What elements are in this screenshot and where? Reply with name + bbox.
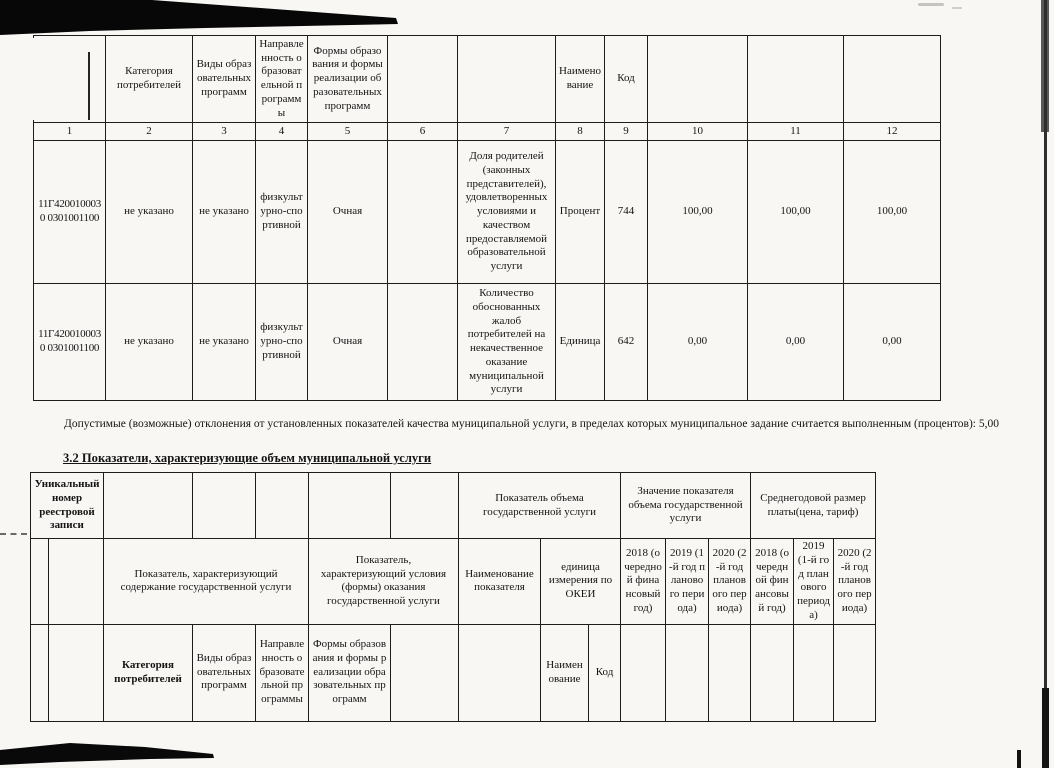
- unit-name-cell: Единица: [556, 284, 605, 401]
- header-year-2018: 2018 (очередной финансовый год): [621, 539, 666, 625]
- header-year-2018: 2018 (очередной финансовый год): [751, 539, 794, 625]
- subheader-category: Категория потребителей: [104, 624, 193, 721]
- header-unit-code: Код: [605, 36, 648, 123]
- scan-speck: [952, 7, 962, 9]
- unit-code-cell: 744: [605, 141, 648, 284]
- empty-cell: [391, 473, 459, 539]
- col-number: 7: [458, 123, 556, 141]
- table-row: [34, 141, 941, 284]
- header-indicator-name: Наименование показателя: [459, 539, 541, 625]
- col-number: 8: [556, 123, 605, 141]
- volume-indicators-table: [30, 472, 876, 722]
- subheader-orientation: Направленность образовательной программы: [256, 624, 309, 721]
- value-2018-cell: 100,00: [648, 141, 748, 284]
- indicator-name-cell: Количество обоснованных жалоб потребителей на некачественное оказание муниципальной услуги: [458, 284, 556, 401]
- header-registry-number: Уникальный номер реестровой записи: [31, 473, 104, 539]
- header-program-types: Виды образовательных программ: [193, 36, 256, 123]
- registry-number-cell: 11Г4200100030 0301001100: [34, 284, 106, 401]
- empty-cell: [751, 624, 794, 721]
- empty-cell: [794, 624, 834, 721]
- empty-cell: [834, 624, 876, 721]
- header-orientation: Направленность образовательной программы: [256, 36, 308, 123]
- program-types-cell: не указано: [193, 284, 256, 401]
- indicator-name-cell: Доля родителей (законных представителей), удовлетворенных условиями и качеством предоставляемой образовательной услуги: [458, 141, 556, 284]
- scan-edge-smear-bottom: [1042, 688, 1049, 768]
- empty-cell: [844, 36, 941, 123]
- empty-cell: [709, 624, 751, 721]
- registry-number-cell: 11Г4200100030 0301001100: [34, 141, 106, 284]
- header-year-2020: 2020 (2-й год планового периода): [709, 539, 751, 625]
- empty-cell: [621, 624, 666, 721]
- empty-cell: [49, 539, 104, 625]
- header-volume-indicator: Показатель объема государственной услуги: [459, 473, 621, 539]
- empty-cell: [256, 473, 309, 539]
- header-average-payment: Среднегодовой размер платы(цена, тариф): [751, 473, 876, 539]
- header-volume-value: Значение показателя объема государственной услуги: [621, 473, 751, 539]
- header-year-2019: 2019 (1-й год планового периода): [666, 539, 709, 625]
- header-year-2020: 2020 (2-й год планового периода): [834, 539, 876, 625]
- col-number: 10: [648, 123, 748, 141]
- empty-cell: [31, 539, 49, 625]
- category-cell: не указано: [106, 141, 193, 284]
- empty-cell: [459, 624, 541, 721]
- table-row: [34, 284, 941, 401]
- category-cell: не указано: [106, 284, 193, 401]
- header-content-indicator: Показатель, характеризующий содержание государственной услуги: [104, 539, 309, 625]
- value-2020-cell: 0,00: [844, 284, 941, 401]
- table-header-row: [31, 473, 876, 539]
- unit-name-cell: Процент: [556, 141, 605, 284]
- subheader-forms: Формы образования и формы реализации образовательных программ: [309, 624, 391, 721]
- empty-cell: [748, 36, 844, 123]
- empty-cell: [34, 36, 106, 123]
- scan-dash-left-margin: [0, 533, 27, 535]
- empty-cell: [648, 36, 748, 123]
- unit-code-cell: 642: [605, 284, 648, 401]
- header-okei-unit: единица измерения по ОКЕИ: [541, 539, 621, 625]
- orientation-cell: физкультурно-спортивной: [256, 141, 308, 284]
- empty-cell: [388, 284, 458, 401]
- subheader-unit-code: Код: [589, 624, 621, 721]
- program-types-cell: не указано: [193, 141, 256, 284]
- empty-cell: [458, 36, 556, 123]
- column-number-row: [34, 123, 941, 141]
- header-unit-name: Наименование: [556, 36, 605, 123]
- col-number: 4: [256, 123, 308, 141]
- empty-cell: [309, 473, 391, 539]
- table-header-row: [31, 539, 876, 625]
- col-number: 5: [308, 123, 388, 141]
- empty-cell: [49, 624, 104, 721]
- empty-cell: [193, 473, 256, 539]
- empty-cell: [31, 624, 49, 721]
- subheader-unit-name: Наименование: [541, 624, 589, 721]
- empty-cell: [666, 624, 709, 721]
- value-2020-cell: 100,00: [844, 141, 941, 284]
- col-number: 3: [193, 123, 256, 141]
- tolerance-note: Допустимые (возможные) отклонения от установленных показателей качества муниципальной услуги, в пределах которых муниципальное задание считается выполненным (процентов): 5,00: [64, 418, 999, 430]
- col-number: 1: [34, 123, 106, 141]
- header-category: Категория потребителей: [106, 36, 193, 123]
- value-2019-cell: 100,00: [748, 141, 844, 284]
- table-header-row: [34, 36, 941, 123]
- scan-edge-smear-top: [1041, 0, 1049, 132]
- col-number: 12: [844, 123, 941, 141]
- quality-indicators-table: [33, 35, 941, 401]
- value-2018-cell: 0,00: [648, 284, 748, 401]
- scan-tick-bottom: [1017, 750, 1021, 768]
- header-conditions-indicator: Показатель, характеризующий условия (формы) оказания государственной услуги: [309, 539, 459, 625]
- orientation-cell: физкультурно-спортивной: [256, 284, 308, 401]
- subheader-program-types: Виды образовательных программ: [193, 624, 256, 721]
- col-number: 11: [748, 123, 844, 141]
- table-header-row: [31, 624, 876, 721]
- scan-artifact-bottom-left: [0, 742, 216, 768]
- section-3-2-heading: 3.2 Показатели, характеризующие объем муниципальной услуги: [63, 451, 432, 465]
- col-number: 2: [106, 123, 193, 141]
- scan-artifact-top-left: [0, 0, 400, 38]
- header-year-2019: 2019 (1-й год планового периода): [794, 539, 834, 625]
- empty-cell: [391, 624, 459, 721]
- scan-speck: [918, 3, 944, 6]
- empty-cell: [104, 473, 193, 539]
- empty-cell: [388, 141, 458, 284]
- header-forms: Формы образования и формы реализации образовательных программ: [308, 36, 388, 123]
- value-2019-cell: 0,00: [748, 284, 844, 401]
- col-number: 6: [388, 123, 458, 141]
- scan-edge-line-right: [1044, 0, 1047, 768]
- form-cell: Очная: [308, 284, 388, 401]
- form-cell: Очная: [308, 141, 388, 284]
- empty-cell: [388, 36, 458, 123]
- col-number: 9: [605, 123, 648, 141]
